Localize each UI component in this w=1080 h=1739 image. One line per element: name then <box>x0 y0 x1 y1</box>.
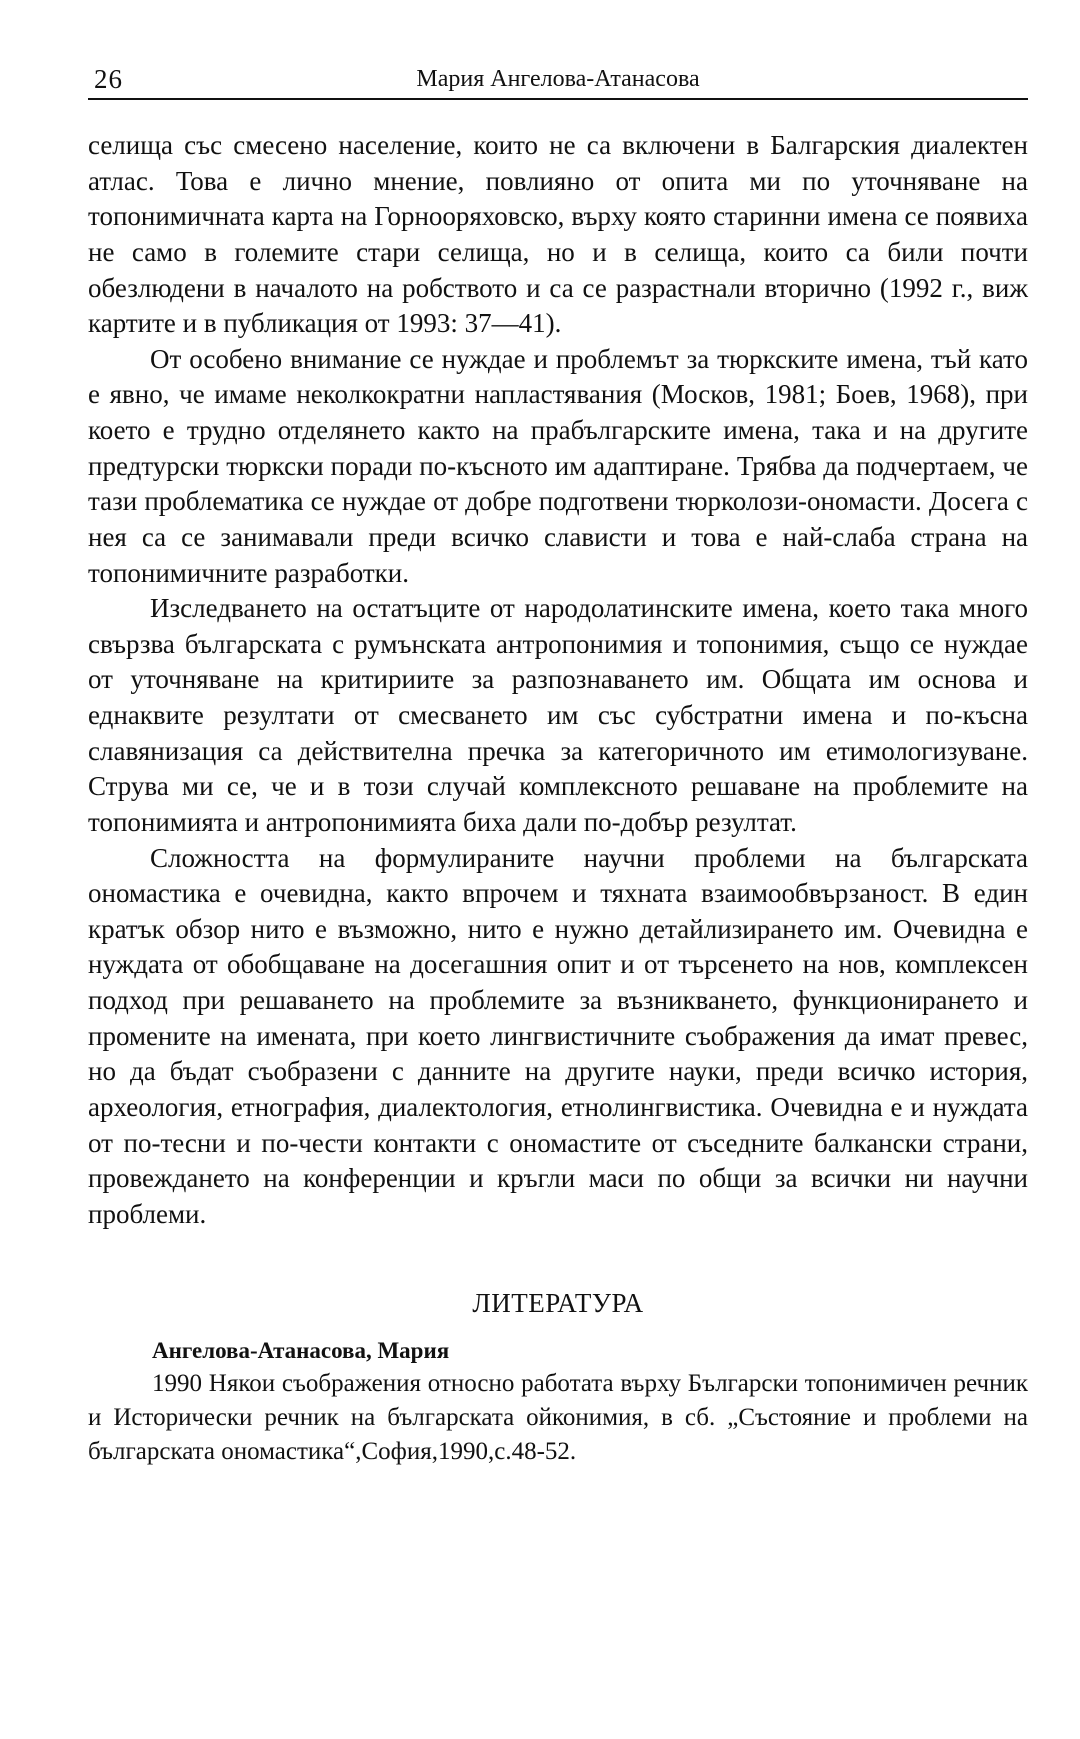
reference-entry <box>88 1335 1028 1468</box>
literature-heading: ЛИТЕРАТУРА <box>472 1288 644 1319</box>
page-header <box>88 58 1028 100</box>
document-page <box>88 58 1028 1469</box>
reference-body <box>88 1367 1028 1469</box>
paragraph: селища със смесено население, които не са включени в Балгарския диалектен атлас. Това е лично мнение, повлияно от опита ми по уточняване на топонимичната карта на Горнооряховско, върху която старинни имена се появиха не само в големите стари селища, но и в селища, които са били почти обезлюдени в началото на робството и са се разрастнали вторично (1992 г., виж картите и в публикация от 1993: 37—41). <box>88 130 1028 339</box>
reference-text: 1990 Някои съображения относно работата върху Български топонимичен речник и Исторически речник на българската ойконимия, в сб. „Състояние и проблеми на българската ономастика“,София,1990,с.48-52. <box>88 1369 1028 1465</box>
reference-author: Ангелова-Атанасова, Мария <box>152 1338 450 1364</box>
paragraph: Изследването на остатъците от народолатинските имена, което така много свързва българската с румънската антропонимия и топонимия, също се нуждае от уточняване на критириите за разпознаването им. Общата им основа и еднаквите резултати от смесването им със субстратни имена и по-късна славянизация са действителна пречка за категоричното им етимологизуване. Струва ми се, че и в този случай комплексното решаване на проблемите на топонимията и антропонимията биха дали по-добър резултат. <box>88 593 1028 837</box>
running-head: Мария Ангелова-Атанасова <box>416 66 700 92</box>
page-number: 26 <box>94 64 123 94</box>
paragraph: Сложността на формулираните научни проблеми на българската ономастика е очевидна, както впрочем и тяхната взаимообвързаност. В един кратък обзор нито е възможно, нито е нужно детайлизирането им. Очевидна е нуждата от обобщаване на досегашния опит и от търсенето на нов, комплексен подход при решаването на проблемите за възникването, функционирането и промените на имената, при което лингвистичните съображения да имат превес, но да бъдат съобразени с данните на другите науки, преди всичко история, археология, етнография, диалектология, етнолингвистика. Очевидна е и нуждата от по-тесни и по-чести контакти с ономастите от съседните балкански страни, провеждането на конференции и кръгли маси по общи за всички ни научни проблеми. <box>88 842 1028 1229</box>
paragraph: От особено внимание се нуждае и проблемът за тюркските имена, тъй като е явно, че имаме неколкократни напластявания (Москов, 1981; Боев, 1968), при което е трудно отделянето както на прабългарските имена, така и на другите предтурски тюркски поради по-късното им адаптиране. Трябва да подчертаем, че тази проблематика се нуждае от добре подготвени тюрколози-ономасти. Досега с нея са се занимавали преди всичко слависти и това е най-слаба страна на топонимичните разработки. <box>88 343 1028 588</box>
body-text <box>88 128 1028 1232</box>
